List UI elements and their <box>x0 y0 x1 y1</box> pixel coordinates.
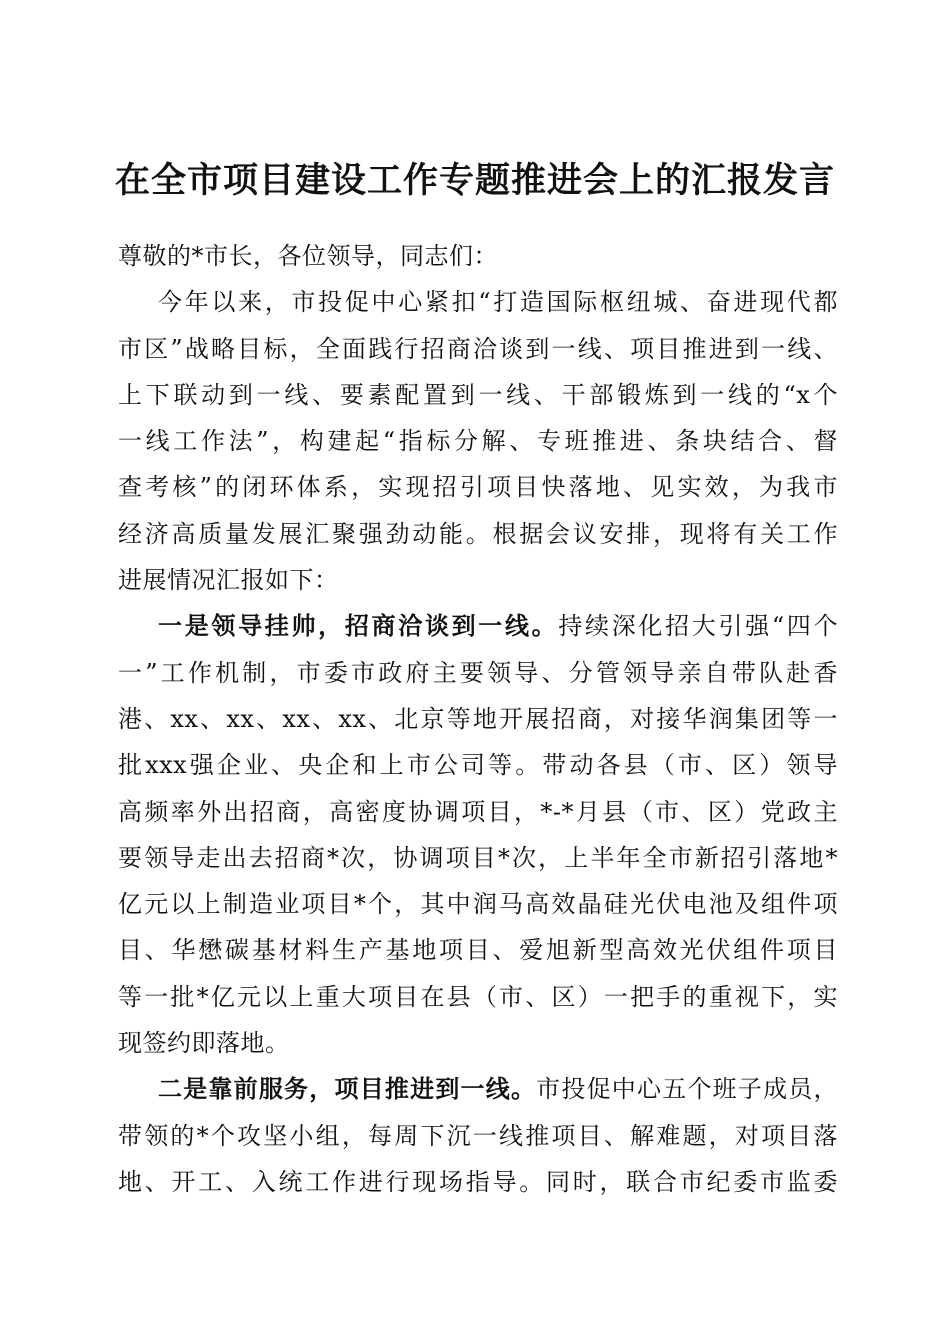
paragraph-3-line-1-text: 市投促中心五个班子成员， <box>536 1075 838 1104</box>
paragraph-2-line-1 <box>118 603 838 649</box>
paragraph-2-line-6: 要领导走出去招商*次，协调项目*次，上半年全市新招引落地* <box>118 843 838 872</box>
paragraph-2-line-1-text: 持续深化招大引强“四个 <box>558 612 839 641</box>
paragraph-2-lead: 一是领导挂帅，招商洽谈到一线。 <box>158 611 559 641</box>
paragraph-1-line-6: 经济高质量发展汇聚强劲动能。根据会议安排，现将有关工作 <box>118 519 838 548</box>
paragraph-2-line-8: 目、华懋碳基材料生产基地项目、爱旭新型高效光伏组件项目 <box>118 936 838 965</box>
paragraph-3-line-3: 地、开工、入统工作进行现场指导。同时，联合市纪委市监委 <box>118 1167 838 1196</box>
document-title: 在全市项目建设工作专题推进会上的汇报发言 <box>114 160 835 202</box>
salutation: 尊敬的*市长，各位领导，同志们： <box>118 242 498 270</box>
paragraph-1-line-5: 查考核”的闭环体系，实现招引项目快落地、见实效，为我市 <box>118 473 838 502</box>
paragraph-2-line-2: 一”工作机制，市委市政府主要领导、分管领导亲自带队赴香 <box>118 658 838 687</box>
paragraph-1-line-7: 进展情况汇报如下： <box>118 566 339 595</box>
paragraph-1-line-2: 市区”战略目标，全面践行招商洽谈到一线、项目推进到一线、 <box>118 334 838 363</box>
paragraph-2-line-7: 亿元以上制造业项目*个，其中润马高效晶硅光伏电池及组件项 <box>118 890 838 919</box>
paragraph-2-line-4: 批xxx强企业、央企和上市公司等。带动各县（市、区）领导 <box>118 751 838 780</box>
paragraph-3-lead: 二是靠前服务，项目推进到一线。 <box>158 1074 537 1104</box>
paragraph-1-line-4: 一线工作法”，构建起“指标分解、专班推进、条块结合、督 <box>118 427 838 456</box>
paragraph-1-line-3: 上下联动到一线、要素配置到一线、干部锻炼到一线的“x个 <box>118 380 838 409</box>
paragraph-3-line-2: 带领的*个攻坚小组，每周下沉一线推项目、解难题，对项目落 <box>118 1121 838 1150</box>
paragraph-2-line-3: 港、xx、xx、xx、xx、北京等地开展招商，对接华润集团等一 <box>118 704 838 733</box>
paragraph-2-line-9: 等一批*亿元以上重大项目在县（市、区）一把手的重视下，实 <box>118 982 838 1011</box>
paragraph-2-line-5: 高频率外出招商，高密度协调项目，*-*月县（市、区）党政主 <box>118 797 838 826</box>
paragraph-3-line-1 <box>118 1066 838 1112</box>
paragraph-1-line-1: 今年以来，市投促中心紧扣“打造国际枢纽城、奋进现代都 <box>158 288 838 317</box>
document-body <box>118 233 838 1205</box>
paragraph-2-line-10: 现签约即落地。 <box>118 1029 290 1058</box>
